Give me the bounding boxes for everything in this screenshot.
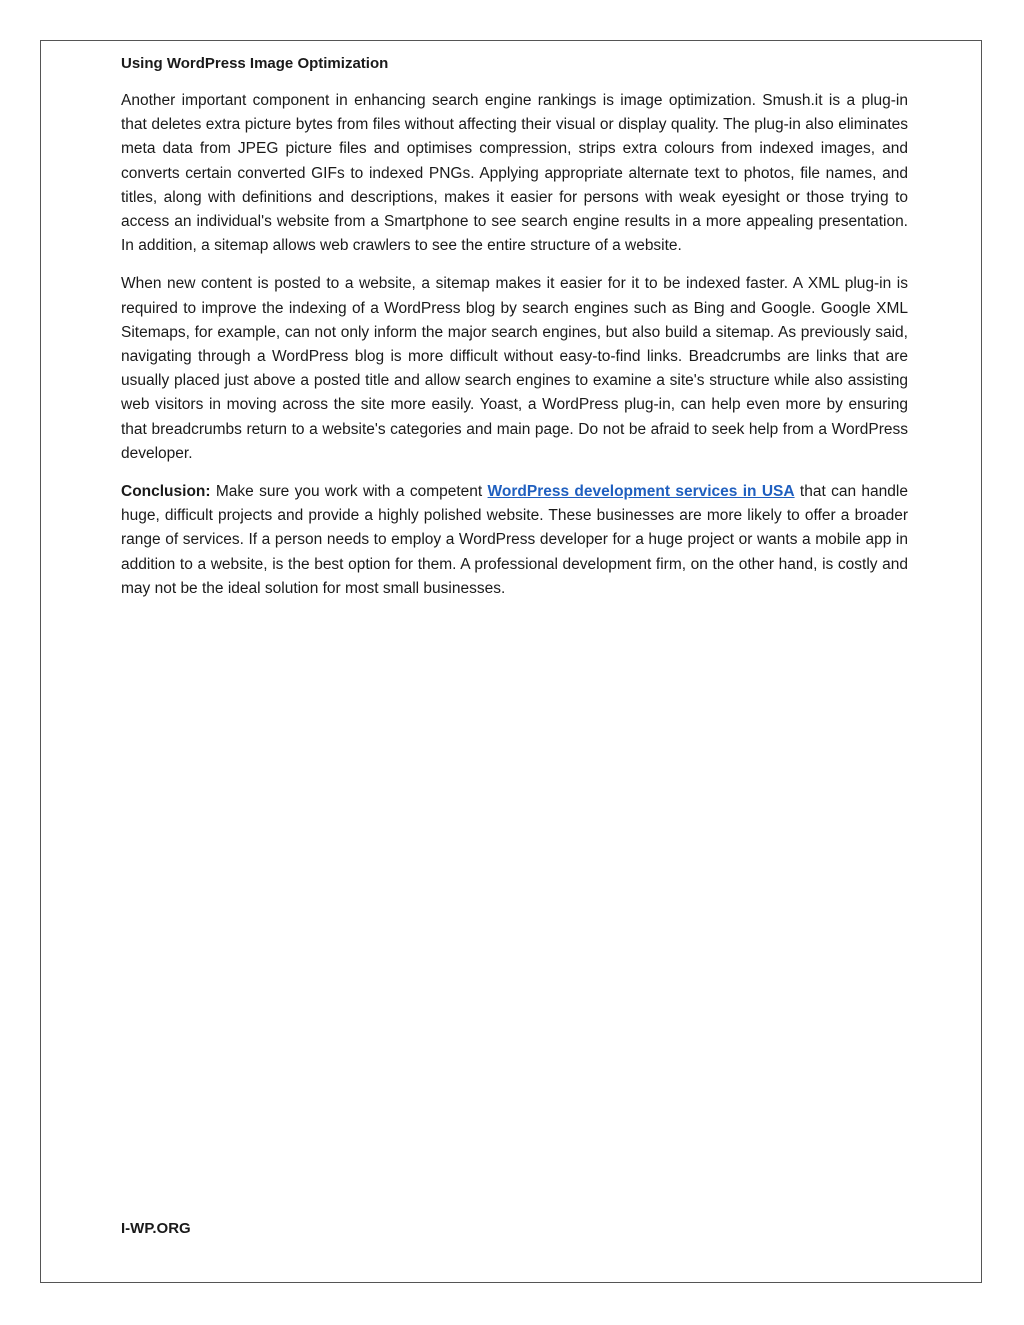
wordpress-services-link[interactable]: WordPress development services in USA xyxy=(487,483,795,501)
footer-site-name: I-WP.ORG xyxy=(121,1220,191,1237)
paragraph-image-optimization: Another important component in enhancing search engine rankings is image optimization. Smush.it is a plug-in that deletes extra picture bytes from files without affecting their visual or display quality. The plug-in also eliminates meta data from JPEG picture files and optimises compression, strips extra colours from indexed images, and converts certain converted GIFs to indexed PNGs. Applying appropriate alternate text to photos, file names, and titles, along with definitions and descriptions, makes it easier for persons with weak eyesight or those trying to access an individual's website from a Smartphone to see search engine results in a more appealing presentation. In addition, a sitemap allows web crawlers to see the entire structure of a website. xyxy=(121,92,908,255)
conclusion-label: Conclusion: xyxy=(121,483,211,501)
section-heading: Using WordPress Image Optimization xyxy=(121,55,389,72)
conclusion-text-after-link: that can handle huge, difficult projects and provide a highly polished website. These businesses are more likely to offer a broader range of services. If a person needs to employ a WordPress developer for a huge project or wants a mobile app in addition to a website, is the best option for them. A professional development firm, on the other hand, is costly and may not be the ideal solution for most small businesses. xyxy=(121,483,908,597)
paragraph-sitemap: When new content is posted to a website, a sitemap makes it easier for it to be indexed faster. A XML plug-in is required to improve the indexing of a WordPress blog by search engines such as Bing and Google. Google XML Sitemaps, for example, can not only inform the major search engines, but also build a sitemap. As previously said, navigating through a WordPress blog is more difficult without easy-to-find links. Breadcrumbs are links that are usually placed just above a posted title and allow search engines to examine a site's structure while also assisting web visitors in moving across the site more easily. Yoast, a WordPress plug-in, can help even more by ensuring that breadcrumbs return to a website's categories and main page. Do not be afraid to seek help from a WordPress developer. xyxy=(121,275,908,462)
document-body xyxy=(121,52,908,615)
paragraph-conclusion xyxy=(121,480,908,601)
conclusion-text-before-link: Make sure you work with a competent xyxy=(210,483,488,501)
